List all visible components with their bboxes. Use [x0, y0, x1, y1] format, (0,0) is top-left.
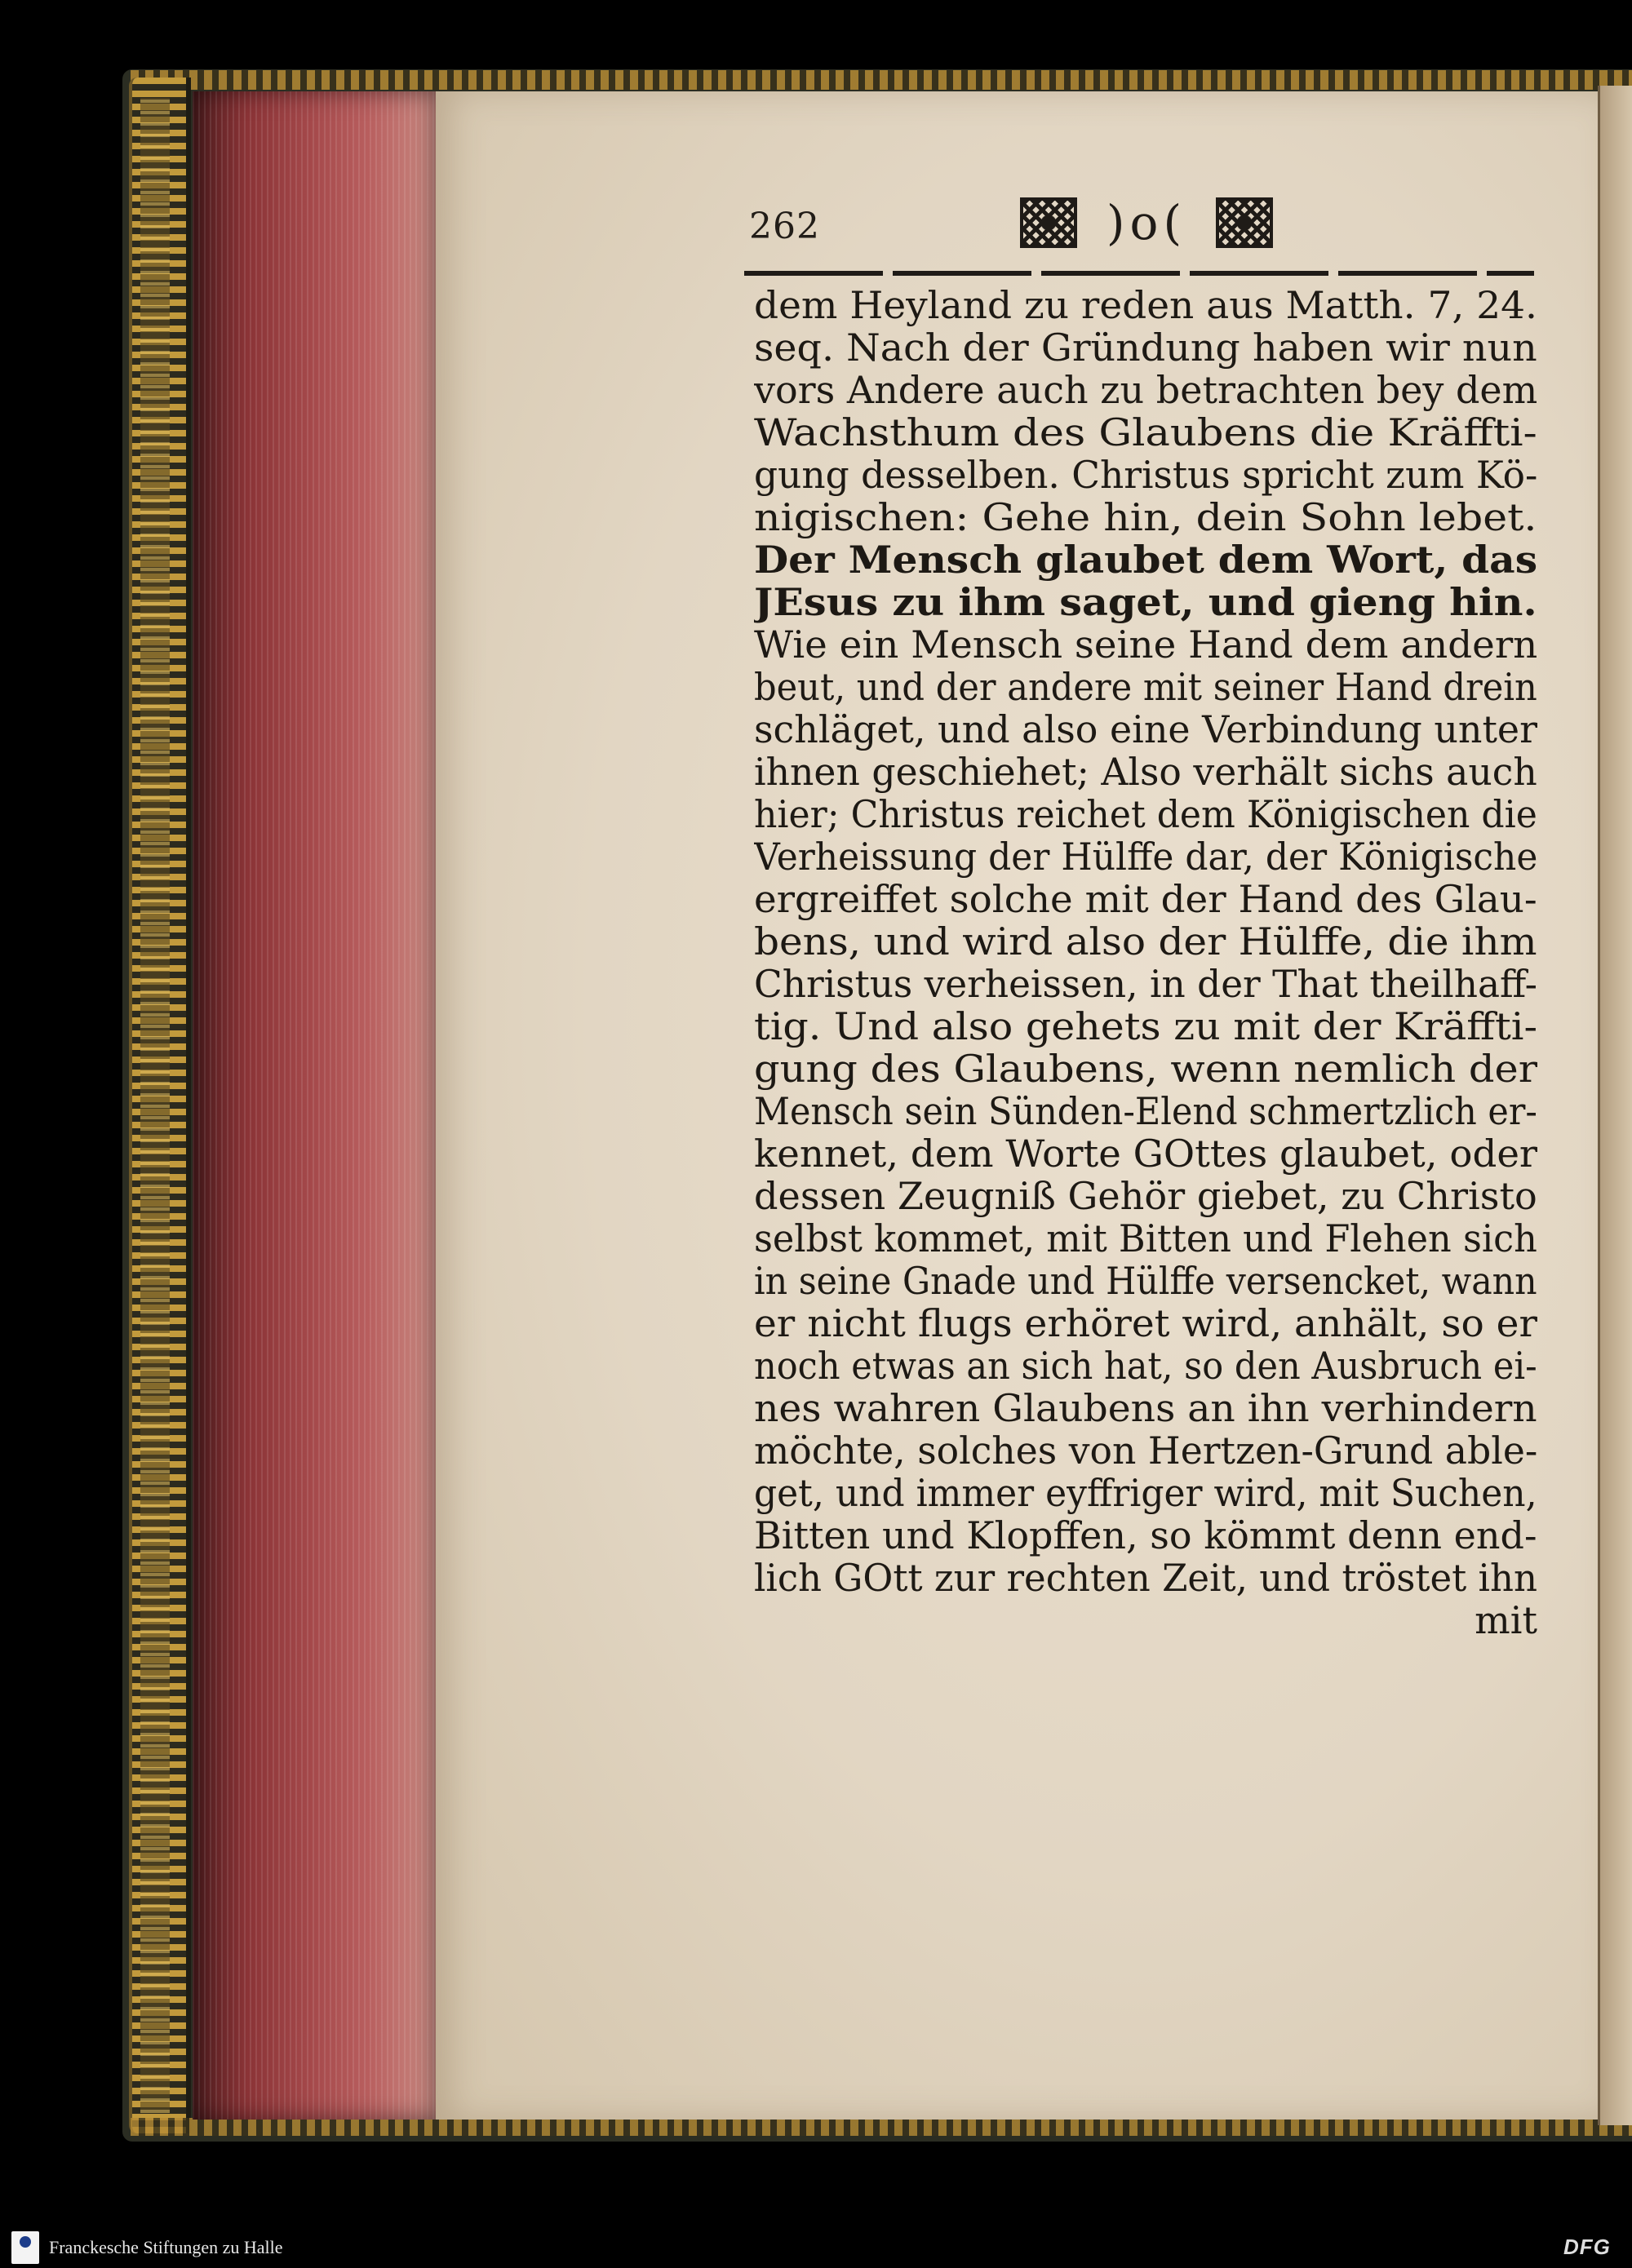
text-line: get, und immer eyffriger wird, mit Suchen,: [754, 1472, 1537, 1514]
text-line: schläget, und also eine Verbindung unter: [754, 708, 1537, 751]
ornament-right-icon: [1216, 197, 1273, 248]
text-line: ihnen geschiehet; Also verhält sichs auch: [754, 751, 1537, 793]
logo-emblem-icon: [20, 2236, 31, 2248]
ornament-center: )o(: [1106, 195, 1187, 250]
text-line: noch etwas an sich hat, so den Ausbruch ei-: [754, 1344, 1537, 1387]
text-line: Bitten und Klopffen, so kömmt denn end-: [754, 1514, 1537, 1557]
gilt-border-bottom: [131, 2118, 1632, 2136]
text-line: Christus verheissen, in der That theilhaff-: [754, 963, 1537, 1005]
gilt-border-top: [131, 70, 1632, 90]
text-line: gung des Glaubens, wenn nemlich der: [754, 1048, 1537, 1090]
text-line: er nicht flugs erhöret wird, anhält, so er: [754, 1302, 1537, 1344]
gilt-ornament-strip: [140, 98, 170, 2113]
text-line: nes wahren Glaubens an ihn verhindern: [754, 1387, 1537, 1429]
text-line: in seine Gnade und Hülffe versencket, wann: [754, 1260, 1537, 1302]
ornament-left-icon: [1020, 197, 1077, 248]
text-line: Verheissung der Hülffe dar, der Königische: [754, 835, 1537, 878]
text-line: ergreiffet solche mit der Hand des Glau-: [754, 878, 1537, 920]
header-ornament: [1020, 194, 1273, 251]
text-line: seq. Nach der Gründung haben wir nun: [754, 326, 1537, 369]
header-rule: [744, 271, 1534, 276]
text-line: nigischen: Gehe hin, dein Sohn lebet.: [754, 496, 1537, 538]
facing-page-edge: [1598, 86, 1632, 2125]
text-line: mit: [1475, 1599, 1537, 1641]
body-text: [754, 284, 1537, 1641]
text-line: lich GOtt zur rechten Zeit, und tröstet ihn: [754, 1557, 1537, 1599]
footer-institution-name: Franckesche Stiftungen zu Halle: [49, 2237, 283, 2257]
text-line: Wachsthum des Glaubens die Kräffti-: [754, 411, 1537, 454]
text-line: dessen Zeugniß Gehör giebet, zu Christo: [754, 1175, 1537, 1217]
text-line: vors Andere auch zu betrachten bey dem: [754, 369, 1537, 411]
text-line: Der Mensch glaubet dem Wort, das: [754, 538, 1537, 581]
text-line: kennet, dem Worte GOttes glaubet, oder: [754, 1132, 1537, 1175]
page-number: 262: [749, 206, 820, 247]
text-line: beut, und der andere mit seiner Hand drein: [754, 666, 1537, 708]
text-line: gung desselben. Christus spricht zum Kö-: [754, 454, 1537, 496]
text-line: Mensch sein Sünden-Elend schmertzlich er-: [754, 1090, 1537, 1132]
text-line: hier; Christus reichet dem Königischen die: [754, 793, 1537, 835]
text-line: JEsus zu ihm saget, und gieng hin.: [754, 581, 1537, 623]
text-line: selbst kommet, mit Bitten und Flehen sich: [754, 1217, 1537, 1260]
text-line: dem Heyland zu reden aus Matth. 7, 24.: [754, 284, 1537, 326]
text-line: tig. Und also gehets zu mit der Kräffti-: [754, 1005, 1537, 1048]
red-page-edges: [193, 91, 436, 2120]
footer-dfg-mark: DFG: [1563, 2235, 1611, 2259]
text-line: möchte, solches von Hertzen-Grund able-: [754, 1429, 1537, 1472]
text-line: Wie ein Mensch seine Hand dem andern: [754, 623, 1537, 666]
text-line: bens, und wird also der Hülffe, die ihm: [754, 920, 1537, 963]
